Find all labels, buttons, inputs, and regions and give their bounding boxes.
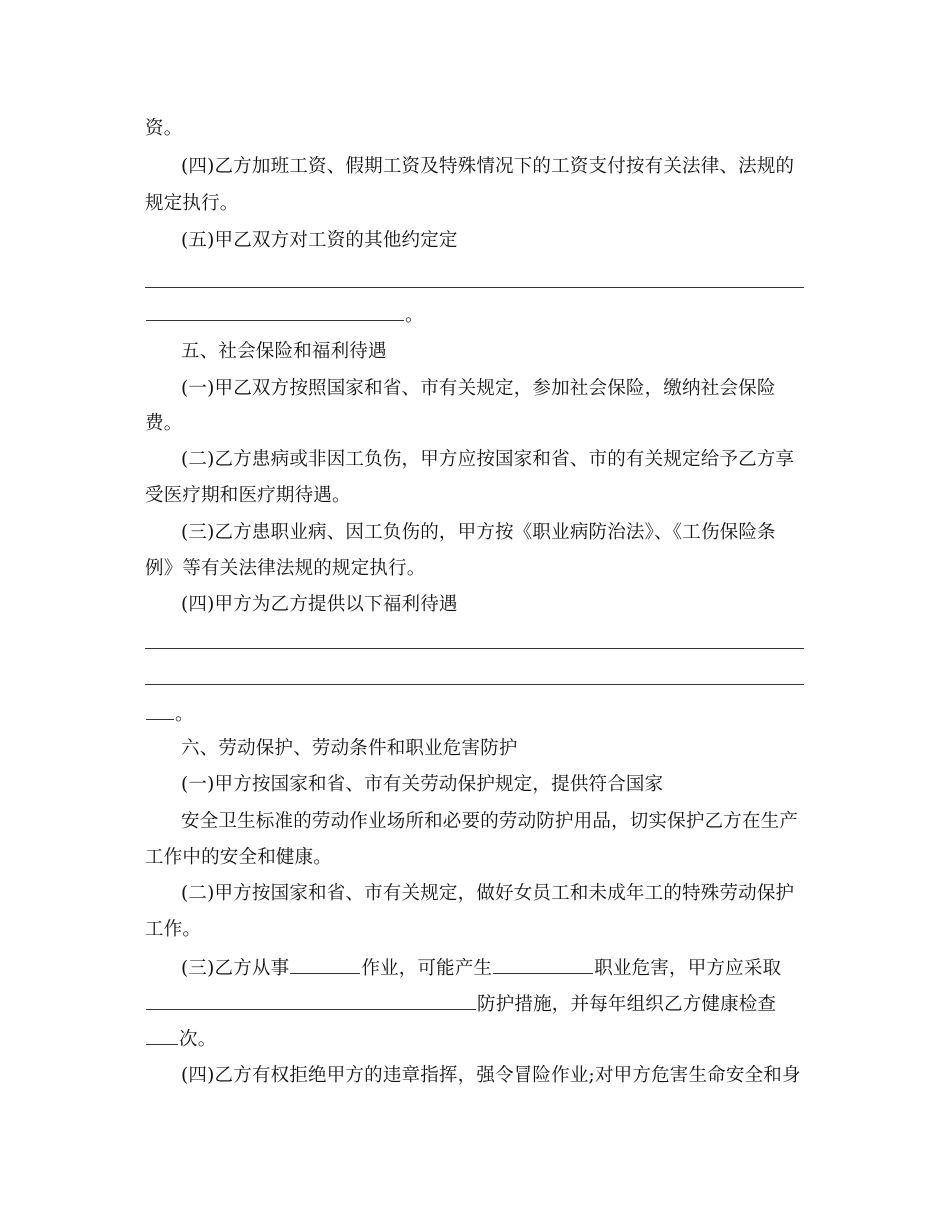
fill-in-blank [290, 956, 360, 974]
text-segment: (三)乙方从事 [181, 958, 290, 979]
paragraph-line: (一)甲乙双方按照国家和省、市有关规定，参加社会保险，缴纳社会保险 [181, 378, 776, 399]
paragraph-line: (四)甲方为乙方提供以下福利待遇 [181, 594, 458, 615]
fill-in-blank [493, 956, 593, 974]
paragraph-end-mark: 。 [405, 305, 424, 326]
paragraph-line [145, 1027, 216, 1052]
section-heading: 六、劳动保护、劳动条件和职业危害防护 [181, 738, 518, 759]
paragraph-line: 受医疗期和医疗期待遇。 [145, 485, 351, 506]
paragraph-line: (二)乙方患病或非因工负伤，甲方应按国家和省、市的有关规定给予乙方享 [181, 449, 795, 470]
text-segment: 职业危害，甲方应采取 [594, 958, 782, 979]
fill-in-blank [146, 992, 476, 1010]
section-heading: 五、社会保险和福利待遇 [181, 341, 387, 362]
paragraph-end-mark: 。 [175, 704, 194, 725]
paragraph-line: 安全卫生标准的劳动作业场所和必要的劳动防护用品，切实保护乙方在生产 [181, 811, 799, 832]
fill-in-blank-line [145, 648, 804, 649]
paragraph-line: 规定执行。 [145, 193, 239, 214]
paragraph-line [181, 956, 781, 981]
fill-in-blank-line [145, 684, 804, 685]
paragraph-line: 工作。 [145, 919, 202, 940]
text-segment: 作业，可能产生 [361, 958, 493, 979]
fill-in-blank-line-end [145, 303, 424, 328]
paragraph-line: (一)甲方按国家和省、市有关劳动保护规定，提供符合国家 [181, 774, 664, 795]
paragraph-line: (二)甲方按国家和省、市有关规定，做好女员工和未成年工的特殊劳动保护 [181, 883, 795, 904]
paragraph-line: (五)甲乙双方对工资的其他约定定 [181, 230, 458, 251]
fill-in-blank [146, 1027, 178, 1045]
fill-in-blank [146, 303, 404, 321]
fill-in-blank-line-end [145, 702, 194, 727]
fill-in-blank [146, 702, 174, 720]
paragraph-line: 工作中的安全和健康。 [145, 847, 333, 868]
paragraph-line: (三)乙方患职业病、因工负伤的，甲方按《职业病防治法》、《工伤保险条 [181, 522, 776, 543]
paragraph-line: (四)乙方有权拒绝甲方的违章指挥，强令冒险作业;对甲方危害生命安全和身 [181, 1065, 801, 1086]
paragraph-line [145, 992, 776, 1017]
paragraph-line: 例》等有关法律法规的规定执行。 [145, 558, 426, 579]
text-segment: 次。 [179, 1029, 217, 1050]
paragraph-line: 费。 [145, 413, 183, 434]
fill-in-blank-line [145, 287, 804, 288]
paragraph-line: 资。 [145, 118, 183, 139]
paragraph-line: (四)乙方加班工资、假期工资及特殊情况下的工资支付按有关法律、法规的 [181, 156, 795, 177]
text-segment: 防护措施，并每年组织乙方健康检查 [477, 994, 777, 1015]
